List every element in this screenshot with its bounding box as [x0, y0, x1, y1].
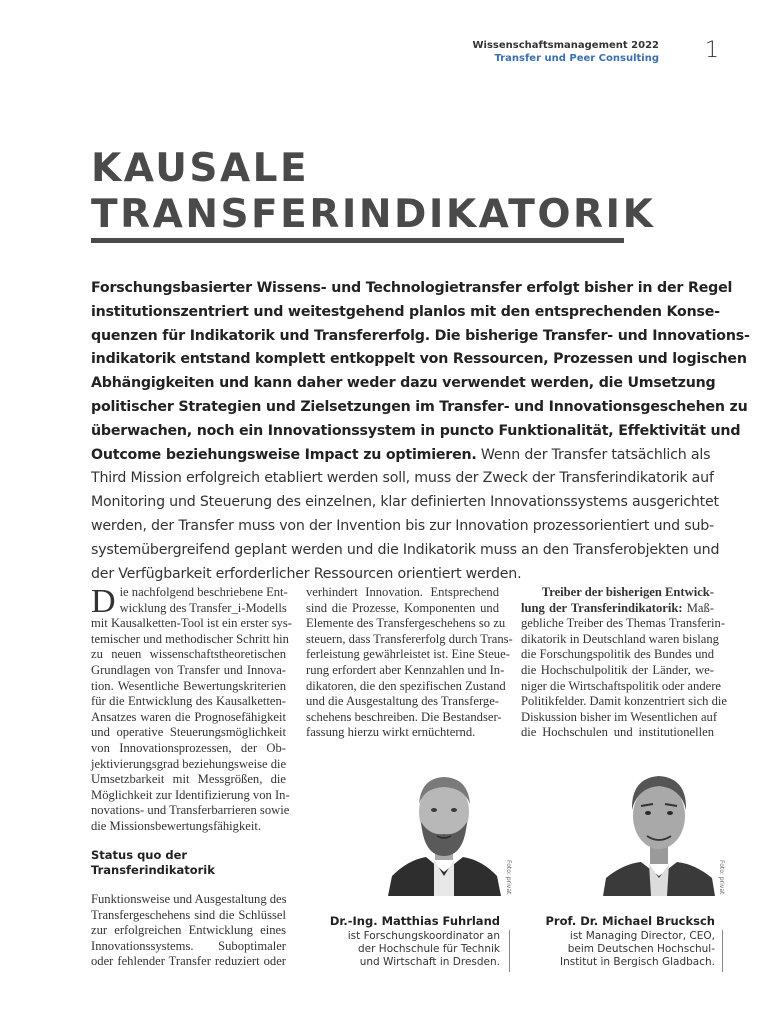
bold-run: lung der Transferindikatorik:	[521, 600, 683, 615]
column-1-continued	[91, 892, 286, 970]
page-number: 1	[705, 38, 719, 63]
body-line: niger die Wirtschaftspolitik oder andere	[521, 678, 721, 693]
body-line: die Missionsbewertungsfähigkeit.	[91, 818, 261, 833]
body-line: Elemente des Transfergeschehens so zu	[306, 616, 506, 631]
description-line: der Hochschule für Technik	[358, 943, 500, 955]
lead-regular-start: Wenn der Transfer tatsächlich als	[476, 446, 711, 463]
body-line: dikatoren, die den spezifischen Zustand	[306, 678, 506, 693]
body-line: tion. Wesentliche Bewertungskriterien	[91, 678, 286, 693]
photo-credit: Foto: privat	[505, 860, 512, 895]
body-line: Funktionsweise und Ausgestaltung des	[91, 892, 287, 906]
author-name: Dr.-Ing. Matthias Fuhrland	[329, 914, 500, 928]
lead-paragraph	[91, 277, 750, 586]
lead-line: systemübergreifend geplant werden und die Indikatorik muss an den Transferobjekten und	[91, 541, 720, 558]
body-line: steuern, dass Transfererfolg durch Trans-	[306, 631, 513, 646]
description-line: Institut in Bergisch Gladbach.	[559, 956, 715, 968]
body-line: mit Kausalketten-Tool ist ein erster sys-	[91, 616, 292, 631]
subheading-status-quo	[91, 848, 215, 878]
body-line: die Hochschulpolitik der Länder, we-	[521, 662, 714, 677]
body-line: Grundlagen von Transfer und Innova-	[91, 662, 286, 677]
lead-line: Third Mission erfolgreich etabliert werden soll, muss der Zweck der Transferindikatorik auf	[91, 470, 714, 487]
body-line: für die Entwicklung des Kausalketten-	[91, 694, 286, 709]
lead-line: quenzen für Indikatorik und Transfererfolg. Die bisherige Transfer- und Innovations-	[91, 327, 750, 344]
body-line: dikatorik in Deutschland waren bislang	[521, 631, 719, 646]
body-line: Politikfelder. Damit konzentriert sich die	[521, 694, 727, 709]
description-line: ist Forschungskoordinator an	[347, 930, 500, 942]
body-line: Umsetzbarkeit mit Messgrößen, die	[91, 772, 286, 787]
body-line: jektivierungsgrad beziehungsweise die	[91, 756, 287, 771]
body-line: verhindert Innovation. Entsprechend	[306, 585, 499, 599]
lead-line-mixed	[91, 444, 711, 468]
description-line: und Wirtschaft in Dresden.	[359, 956, 500, 968]
portrait-illustration	[603, 766, 715, 896]
author-name: Prof. Dr. Michael Brucksch	[545, 914, 715, 928]
author-photo-fuhrland	[388, 764, 501, 896]
body-line: von Innovationsprozessen, der Ob-	[91, 740, 286, 755]
caption-fuhrland	[300, 912, 500, 969]
body-line-bold	[521, 585, 714, 601]
body-line: Diskussion bisher im Wesentlichen auf	[521, 709, 718, 724]
body-line-mixed	[521, 601, 714, 617]
body-line: Möglichkeit zur Identifizierung von In-	[91, 787, 290, 802]
lead-line: indikatorik entstand komplett entkoppelt von Ressourcen, Prozessen und logischen	[91, 351, 747, 368]
lead-line: Forschungsbasierter Wissens- und Technologietransfer erfolgt bisher in der Regel	[91, 280, 733, 296]
running-header	[473, 39, 659, 65]
lead-line: überwachen, noch ein Innovationssystem in puncto Funktionalität, Effektivität und	[91, 422, 741, 439]
lead-line: politischer Strategien und Zielsetzungen im Transfer- und Innovationsgeschehen zu	[91, 398, 748, 415]
title-underline	[91, 238, 624, 243]
drop-cap: D	[91, 583, 116, 620]
caption-divider	[722, 930, 723, 972]
body-line: und operative Steuerungsmöglichkeit	[91, 725, 286, 740]
body-line: zu neuen wissenschaftstheoretischen	[91, 647, 286, 662]
body-line: Transfergeschehens sind die Schlüssel	[91, 907, 286, 922]
author-description	[512, 930, 715, 969]
title-line-1: KAUSALE	[91, 146, 310, 191]
body-line: novations- und Transferbarrieren sowie	[91, 803, 290, 818]
column-2	[306, 585, 513, 741]
body-line: oder fehlender Transfer reduziert oder	[91, 954, 286, 969]
body-line: die Forschungspolitik des Bundes und	[521, 647, 714, 662]
description-line: ist Managing Director, CEO,	[569, 930, 715, 942]
lead-line: der Verfügbarkeit erforderlicher Ressourcen orientiert werden.	[91, 565, 522, 582]
author-description	[300, 930, 500, 969]
subheading-line: Transferindikatorik	[91, 863, 215, 877]
body-line: temischer und methodischer Schritt hin	[91, 631, 289, 646]
lead-bold-end: Outcome beziehungsweise Impact zu optimieren.	[91, 446, 477, 463]
body-line: schehens beschreiben. Die Bestandser-	[306, 709, 502, 724]
bold-run: Treiber der bisherigen Entwick-	[541, 585, 714, 599]
subheading-line: Status quo der	[91, 848, 188, 862]
body-line: rung erfordert aber Kennzahlen und In-	[306, 662, 505, 677]
body-line: die Hochschulen und institutionellen	[521, 725, 714, 740]
author-photo-brucksch	[603, 766, 715, 896]
publication-name: Wissenschaftsmanagement 2022	[472, 40, 659, 51]
section-name: Transfer und Peer Consulting	[494, 53, 659, 64]
caption-divider	[509, 930, 510, 972]
body-line: und die Ausgestaltung des Transferge-	[306, 694, 499, 709]
photo-credit: Foto: privat	[718, 860, 725, 895]
body-line: sind die Prozesse, Komponenten und	[306, 600, 499, 615]
article-title	[91, 146, 655, 238]
column-1	[91, 583, 292, 835]
regular-run: Maß-	[682, 600, 714, 615]
body-line: ie nachfolgend beschriebene Ent-	[119, 585, 288, 599]
lead-line: Monitoring und Steuerung des einzelnen, klar definierten Innovationssystems ausgerichtet	[91, 494, 719, 511]
body-line: Innovationssystems. Suboptimaler	[91, 938, 286, 953]
body-line: zur erfolgreichen Entwicklung eines	[91, 923, 286, 938]
body-line: Ansatzes waren die Prognosefähigkeit	[91, 709, 286, 724]
column-3	[521, 585, 727, 741]
lead-line: Abhängigkeiten und kann daher weder dazu verwendet werden, die Umsetzung	[91, 375, 716, 392]
description-line: beim Deutschen Hochschul-	[567, 943, 715, 955]
lead-line: werden, der Transfer muss von der Invention bis zur Innovation prozessorientiert und sub-	[91, 517, 714, 534]
body-line: gebliche Treiber des Themas Transferin-	[521, 616, 726, 631]
lead-line: institutionszentriert und weitestgehend planlos mit den entsprechenden Konse-	[91, 303, 720, 320]
body-line: ferleistung gewährleistet ist. Eine Steue-	[306, 647, 510, 662]
portrait-illustration	[388, 764, 501, 896]
body-line: fassung hierzu wirkt ernüchternd.	[306, 725, 476, 740]
body-line: wicklung des Transfer_i-Modells	[119, 600, 287, 615]
caption-brucksch	[512, 912, 715, 969]
title-line-2: TRANSFERINDIKATORIK	[91, 192, 656, 237]
